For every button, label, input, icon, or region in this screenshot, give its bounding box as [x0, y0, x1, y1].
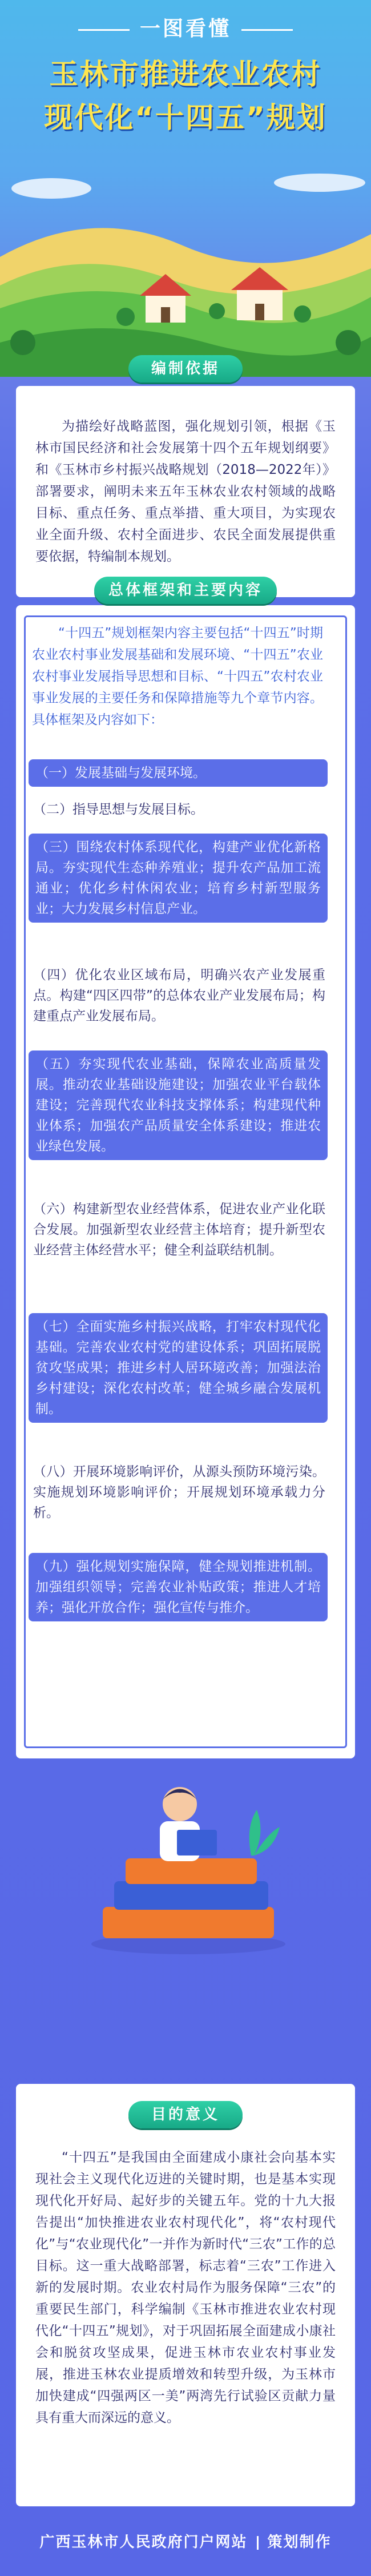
footer-role: 策划制作	[267, 2534, 332, 2551]
tree-1	[116, 308, 135, 326]
footer-separator	[257, 2536, 259, 2550]
page-title	[0, 53, 371, 139]
hero-banner	[0, 0, 371, 411]
basis-text: 为描绘好战略蓝图，强化规划引领，根据《玉林市国民经济和社会发展第十四个五年规划纲要》和《玉林市乡村振兴战略规划（2018—2022年）》部署要求，阐明未来五年玉林农业农村领域的战略目标、重点任务、重点举措、重大项目，为实现农业全面升级、农村全面进步、农民全面发展提供重要依据，特编制本规划。	[35, 419, 336, 564]
tree-3	[294, 305, 311, 323]
framework-item-5: （五）夯实现代农业基础，保障农业高质量发展。推动农业基础设施建设；加强农业平台载体建设；完善现代农业科技支撑体系；构建现代种业体系；加强农产品质量安全体系建设；推进农业绿色发展。	[29, 1050, 328, 1160]
framework-item-3: （三）围绕农村体系现代化，构建产业优化新格局。夯实现代生态种养殖业；提升农产品加工流通业；优化乡村休闲农业；培育乡村新型服务业；大力发展乡村信息产业。	[29, 834, 328, 923]
kicker-line-right	[241, 29, 293, 31]
framework-item-4: （四）优化农业区域布局，明确兴农产业发展重点。构建“四区四带”的总体农业产业发展布局；构建重点产业发展布局。	[33, 968, 325, 1024]
footer-credit	[0, 2530, 371, 2551]
book-stack-bottom	[103, 1907, 274, 1938]
book-stack-top	[126, 1858, 257, 1884]
tab-framework: 总体框架和主要内容	[94, 577, 277, 604]
tab-basis: 编制依据	[128, 355, 243, 383]
reading-person-illustration	[80, 1764, 297, 1958]
title-line-1: 玉林市推进农业农村	[49, 58, 322, 91]
title-line-2: 现代化“十四五”规划	[44, 101, 327, 134]
framework-item-1: （一）发展基础与发展环境。	[29, 759, 328, 787]
cloud-right	[274, 174, 365, 192]
framework-item-9: （九）强化规划实施保障，健全规划推进机制。加强组织领导；完善农业补贴政策；推进人才培养；强化开放合作；强化宣传与推介。	[29, 1553, 328, 1621]
basis-card	[16, 386, 355, 597]
countryside-illustration	[0, 171, 371, 377]
framework-item-6: （六）构建新型农业经营体系，促进农业产业化联合发展。加强新型农业经营主体培育；提升新型农业经营主体经营水平；健全利益联结机制。	[33, 1202, 325, 1258]
plant-leaves	[249, 1810, 280, 1855]
framework-item-8: （八）开展环境影响评价，从源头预防环境污染。实施规划环境影响评价；开展规划环境承载力分析。	[33, 1464, 325, 1520]
framework-item-7: （七）全面实施乡村振兴战略，打牢农村现代化基础。完善农业农村党的建设体系；巩固拓展脱贫攻坚成果；推进乡村人居环境改善；加强法治乡村建设；深化农村改革；健全城乡融合发展机制。	[29, 1313, 328, 1423]
significance-card	[16, 2084, 355, 2506]
tree-4	[10, 330, 35, 355]
open-book	[177, 1830, 217, 1855]
kicker-text: 一图看懂	[139, 17, 231, 41]
framework-item-2: （二）指导思想与发展目标。	[33, 802, 204, 817]
significance-text: “十四五”是我国由全面建成小康社会向基本实现社会主义现代化迈进的关键时期，也是基本实现现代化开好局、起好步的关键五年。党的十九大报告提出“加快推进农业农村现代化”，将“农村现代化”与“农业现代化”一并作为新时代“三农”工作的总目标。这一重大战略部署，标志着“三农”工作进入新的发展时期。农业农村局作为服务保障“三农”的重要民生部门，科学编制《玉林市推进农业农村现代化“十四五”规划》，对于巩固拓展全面建成小康社会和脱贫攻坚成果，促进玉林市农业农村事业发展，推进玉林农业提质增效和转型升级，为玉林市加快建成“四强两区一美”两湾先行试验区贡献力量具有重大而深远的意义。	[35, 2150, 336, 2425]
kicker-line-left	[78, 29, 130, 31]
kicker-heading	[0, 13, 371, 42]
cloud-left	[11, 178, 91, 199]
footer-org: 广西玉林市人民政府门户网站	[39, 2534, 248, 2551]
tab-significance: 目的意义	[128, 2101, 243, 2128]
tree-5	[336, 330, 361, 355]
tree-2	[209, 303, 225, 319]
framework-intro: “十四五”规划框架内容主要包括“十四五”时期农业农村事业发展基础和发展环境、“十四五”农业农村事业发展指导思想和目标、“十四五”农村农业事业发展的主要任务和保障措施等九个章节内容。具体框架及内容如下：	[32, 626, 323, 727]
book-stack-middle	[114, 1881, 268, 1910]
